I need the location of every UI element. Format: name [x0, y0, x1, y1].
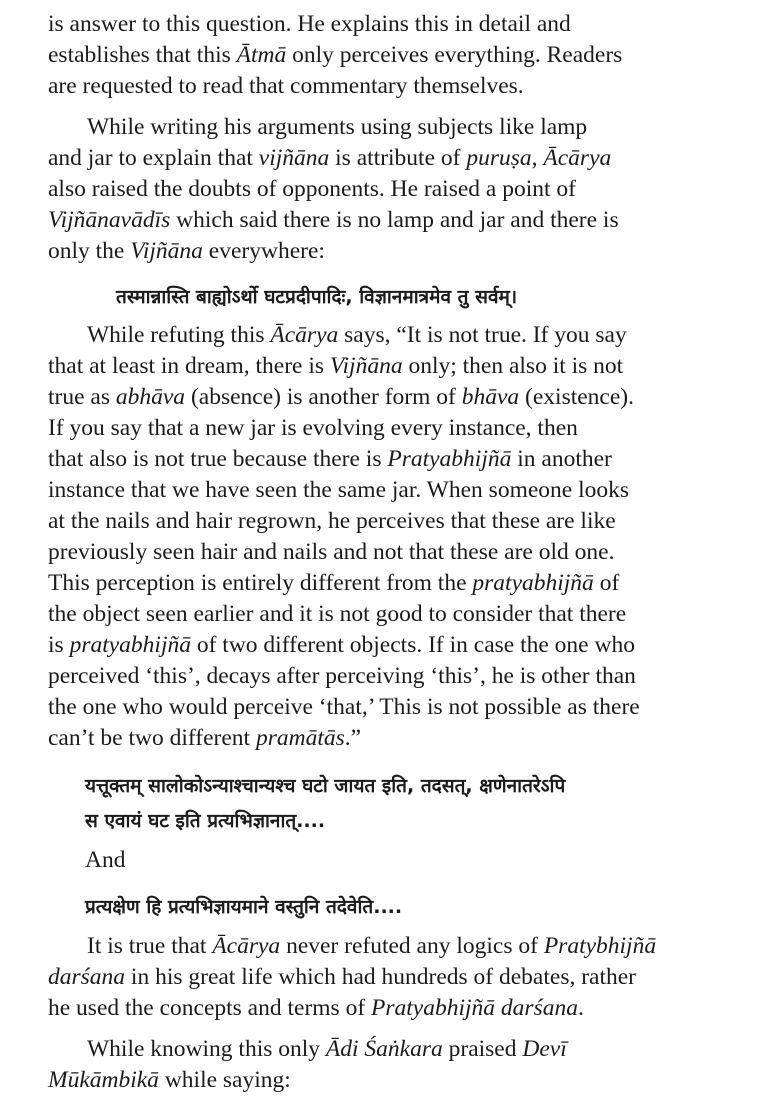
- italic-term: darśana: [48, 964, 126, 990]
- italic-term: Pratybhijñā: [543, 933, 657, 959]
- text-line: [48, 1065, 291, 1096]
- sanskrit-quote: [85, 892, 402, 923]
- text-run: (absence) is another form of: [185, 384, 462, 410]
- italic-term: Devī: [522, 1036, 567, 1062]
- italic-term: Ācārya: [270, 322, 339, 348]
- italic-term: Ādi Śaṅkara: [325, 1036, 443, 1062]
- text-run: .: [577, 995, 584, 1021]
- text-line: [48, 9, 728, 40]
- text-line: [87, 931, 728, 962]
- text-line: [48, 205, 728, 236]
- text-line: [48, 40, 728, 71]
- text-line: [48, 723, 361, 754]
- text-run: the object seen earlier and it is not good to consider that there: [48, 601, 627, 627]
- text-run: And: [85, 847, 126, 873]
- text-line: [48, 692, 728, 723]
- italic-term: puruṣa: [466, 145, 532, 171]
- text-run: at the nails and hair regrown, he perceives that these are like: [48, 508, 616, 534]
- text-run: स एवायं घट इति प्रत्यभिज्ञानात्....: [85, 810, 326, 832]
- italic-term: Vijñāna: [329, 353, 403, 379]
- text-run: यत्तूक्तम् सालोकोऽन्याश्चान्यश्च घटो जायत इति, तदसत्, क्षणेनातरेऽपि: [85, 775, 566, 797]
- text-line: [87, 320, 728, 351]
- text-run: previously seen hair and nails and not that these are old one.: [48, 539, 615, 565]
- italic-term: Vijñānavādīs: [48, 207, 171, 233]
- text-run: he used the concepts and terms of: [48, 995, 372, 1021]
- text-run: only perceives everything. Readers: [286, 42, 623, 68]
- text-run: which said there is no lamp and jar and there is: [170, 207, 619, 233]
- text-run: in his great life which had hundreds of debates, rather: [125, 964, 636, 990]
- italic-term: bhāva: [461, 384, 520, 410]
- text-run: true as: [48, 384, 116, 410]
- text-run: तस्मान्नास्ति बाह्योऽर्थो घटप्रदीपादिः, विज्ञानमात्रमेव तु सर्वम्।: [116, 286, 518, 308]
- text-line: [87, 112, 728, 143]
- sanskrit-quote: [116, 282, 517, 313]
- text-run: While refuting this: [87, 322, 271, 348]
- italic-term: Mūkāmbikā: [48, 1067, 159, 1093]
- text-run: only; then also it is not: [402, 353, 624, 379]
- text-run: can’t be two different: [48, 725, 256, 751]
- italic-term: pratyabhijñā: [69, 632, 191, 658]
- text-run: that also is not true because there is: [48, 446, 388, 472]
- text-run: says, “It is not true. If you say: [338, 322, 627, 348]
- text-run: is: [48, 632, 70, 658]
- italic-term: pramātās: [255, 725, 345, 751]
- text-run: is attribute of: [329, 145, 467, 171]
- italic-term: Ācārya: [543, 145, 612, 171]
- text-line: [48, 993, 584, 1024]
- italic-term: abhāva: [115, 384, 186, 410]
- italic-term: vijñāna: [258, 145, 330, 171]
- text-run: While writing his arguments using subjects like lamp: [87, 114, 588, 140]
- text-run: are requested to read that commentary themselves.: [48, 73, 524, 99]
- text-line: [48, 444, 728, 475]
- text-run: everywhere:: [202, 238, 325, 264]
- text-run: (existence).: [519, 384, 634, 410]
- text-run: is answer to this question. He explains this in detail and: [48, 11, 571, 37]
- text-run: praised: [442, 1036, 523, 1062]
- text-line: [48, 962, 728, 993]
- text-run: never refuted any logics of: [280, 933, 544, 959]
- text-run: perceived ‘this’, decays after perceiving ‘this’, he is other than: [48, 663, 636, 689]
- text-run: of two different objects. If in case the one who: [190, 632, 635, 658]
- text-line: [48, 236, 325, 267]
- text-line: [48, 599, 728, 630]
- text-line: [87, 1034, 728, 1065]
- text-line: [48, 506, 728, 537]
- text-line: [48, 475, 728, 506]
- text-line: [48, 568, 728, 599]
- text-run: only the: [48, 238, 131, 264]
- text-run: that at least in dream, there is: [48, 353, 330, 379]
- sanskrit-quote: [85, 806, 325, 837]
- text-run: It is true that: [87, 933, 213, 959]
- italic-term: Ācārya: [212, 933, 281, 959]
- text-run: instance that we have seen the same jar. When someone looks: [48, 477, 630, 503]
- text-run: in another: [511, 446, 612, 472]
- italic-term: Pratyabhijñā: [387, 446, 512, 472]
- text-run: If you say that a new jar is evolving every instance, then: [48, 415, 578, 441]
- text-run: the one who would perceive ‘that,’ This is not possible as there: [48, 694, 640, 720]
- italic-term: Vijñāna: [130, 238, 203, 264]
- sanskrit-quote: [85, 771, 728, 802]
- text-run: also raised the doubts of opponents. He raised a point of: [48, 176, 576, 202]
- text-line: [48, 382, 728, 413]
- text-run: While knowing this only: [87, 1036, 326, 1062]
- italic-term: pratyabhijñā: [472, 570, 594, 596]
- text-run: प्रत्यक्षेण हि प्रत्यभिज्ञायमाने वस्तुनि तदेवेति....: [85, 896, 403, 918]
- text-line: [48, 630, 728, 661]
- text-run: establishes that this: [48, 42, 237, 68]
- text-run: .”: [344, 725, 362, 751]
- text-line: [85, 845, 125, 876]
- text-line: [48, 413, 728, 444]
- text-line: [48, 143, 728, 174]
- text-line: [48, 661, 728, 692]
- text-run: while saying:: [158, 1067, 291, 1093]
- text-run: ,: [531, 145, 544, 171]
- italic-term: Ātmā: [236, 42, 287, 68]
- text-line: [48, 537, 728, 568]
- text-run: of: [593, 570, 620, 596]
- text-run: This perception is entirely different from the: [48, 570, 473, 596]
- text-run: and jar to explain that: [48, 145, 259, 171]
- text-line: [48, 174, 728, 205]
- text-line: [48, 71, 524, 102]
- text-line: [48, 351, 728, 382]
- italic-term: Pratyabhijñā darśana: [371, 995, 578, 1021]
